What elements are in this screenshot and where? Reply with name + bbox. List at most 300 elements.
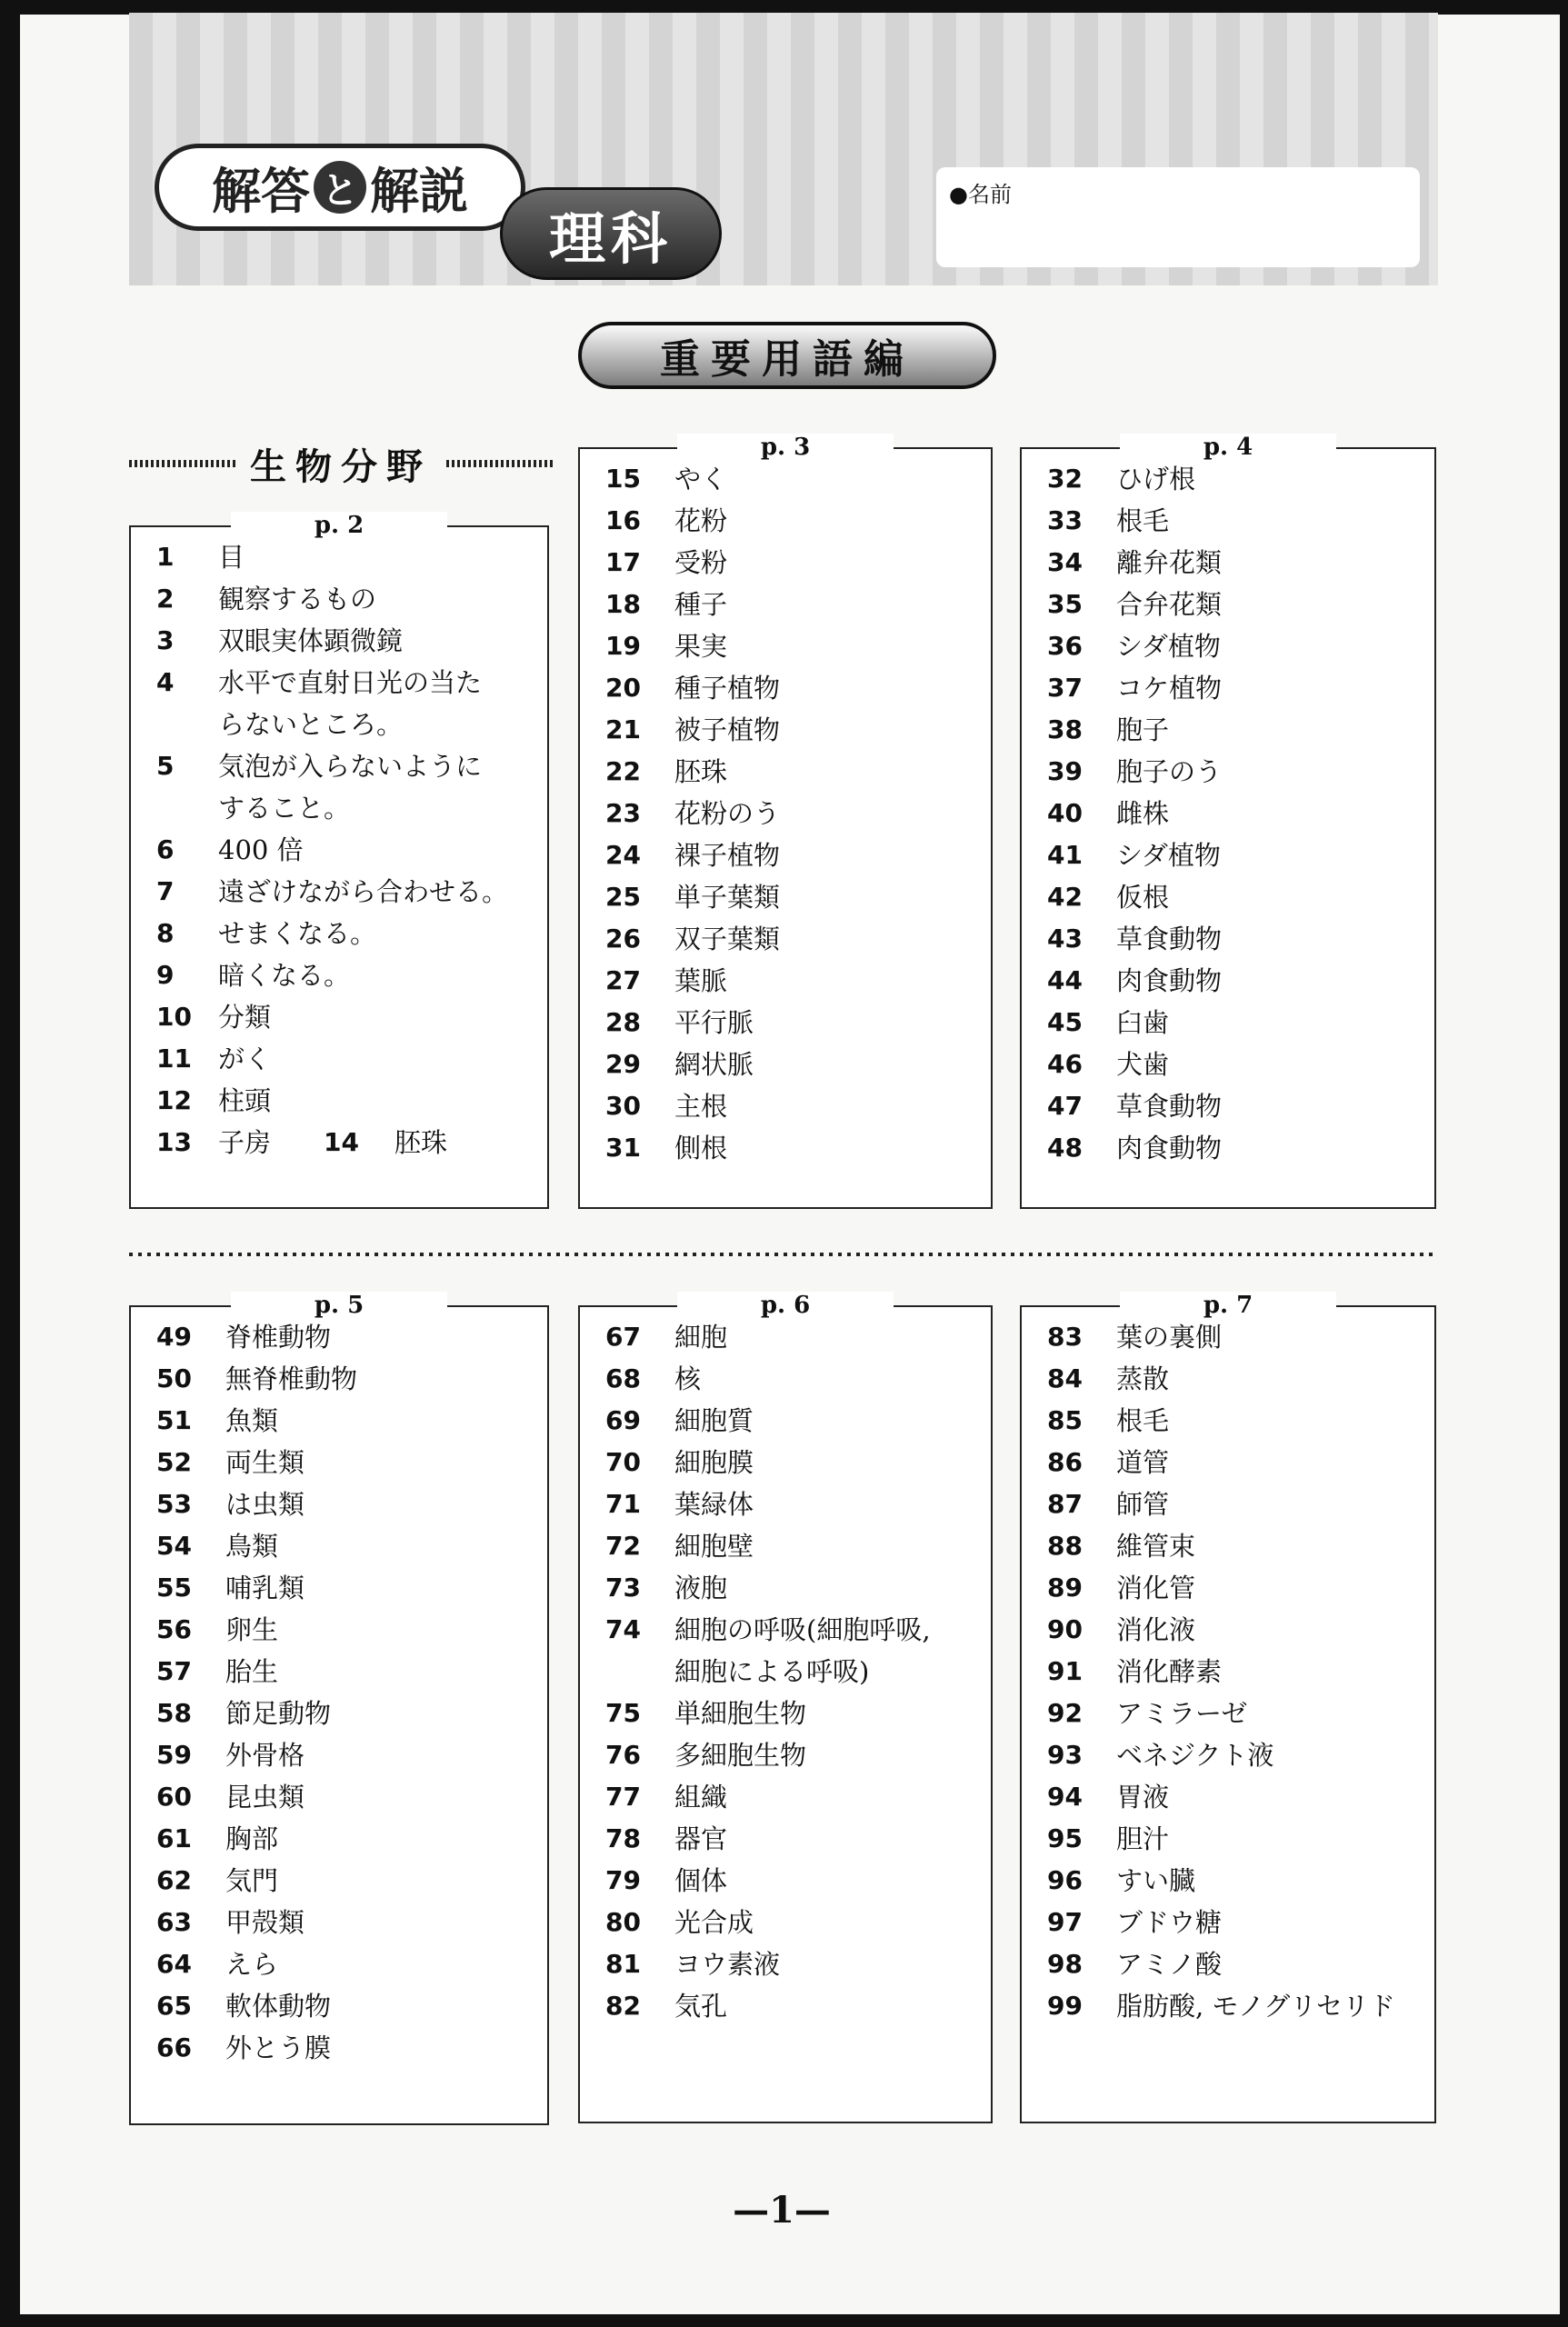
answer-text: シダ植物: [1116, 631, 1221, 662]
answer-row: [1047, 1085, 1427, 1127]
answer-row: [1047, 1442, 1427, 1483]
answer-row: [1047, 1525, 1427, 1567]
answer-text: 脂肪酸, モノグリセリド: [1116, 1991, 1395, 2022]
answer-row: [1047, 1985, 1427, 2027]
answer-number: 25: [605, 882, 641, 912]
answer-number: 95: [1047, 1823, 1083, 1853]
answer-text: 卵生: [225, 1614, 279, 1645]
answer-row: [1047, 834, 1427, 876]
answer-row: [156, 829, 540, 871]
answer-row: [1047, 1400, 1427, 1442]
answer-number: 35: [1047, 589, 1083, 619]
answer-number: 29: [605, 1049, 641, 1079]
answer-row: [156, 871, 540, 913]
answer-number: 98: [1047, 1949, 1083, 1979]
answer-row: [1047, 1734, 1427, 1776]
answer-row: [605, 1776, 984, 1818]
answer-number: 44: [1047, 965, 1083, 995]
answer-row: [605, 1085, 984, 1127]
answer-number: 42: [1047, 882, 1083, 912]
box-page-title: [1022, 1292, 1434, 1319]
answer-row: [605, 1985, 984, 2027]
answer-number: 48: [1047, 1133, 1083, 1163]
answer-text: 暗くなる。: [218, 960, 351, 991]
answer-text: 鳥類: [225, 1531, 279, 1562]
answer-row: [1047, 500, 1427, 542]
answer-number: 16: [605, 505, 641, 535]
box-page-title: [580, 434, 991, 461]
answer-row: [605, 1734, 984, 1776]
answer-number: 47: [1047, 1091, 1083, 1121]
answer-row: [156, 1442, 540, 1483]
box-page-title: [580, 1292, 991, 1319]
answer-text: 魚類: [225, 1405, 279, 1436]
answer-row: [156, 1080, 540, 1122]
answer-row: [605, 834, 984, 876]
answer-text: 外骨格: [225, 1740, 305, 1771]
answer-text: 細胞による呼吸): [674, 1656, 870, 1687]
answer-text: 雌株: [1116, 798, 1170, 829]
answer-number: 14: [324, 1127, 359, 1157]
answer-text: 組織: [674, 1782, 728, 1813]
answer-row: [1047, 1943, 1427, 1985]
answer-number: 37: [1047, 673, 1083, 703]
answer-text: 胞子のう: [1116, 756, 1223, 787]
answer-number: 26: [605, 924, 641, 954]
answer-number: 89: [1047, 1573, 1083, 1603]
answer-text: 胆汁: [1116, 1823, 1170, 1854]
page-ref: p. 4: [1194, 434, 1262, 461]
page-number: —1—: [733, 2189, 831, 2232]
answer-text: らないところ。: [218, 709, 404, 740]
answer-row: [156, 536, 540, 578]
answer-text: 両生類: [225, 1447, 305, 1478]
answer-row: [156, 1860, 540, 1902]
answer-text: 外とう膜: [225, 2032, 332, 2063]
answer-text: 水平で直射日光の当た: [218, 667, 483, 698]
answer-number: 68: [605, 1363, 641, 1393]
square-bullet-icon: [701, 438, 737, 456]
answer-text: 節足動物: [225, 1698, 332, 1729]
box-page-title: [131, 1292, 547, 1319]
answer-row: [1047, 458, 1427, 500]
answer-text: 甲殻類: [225, 1907, 305, 1938]
answer-row: [1047, 918, 1427, 960]
answer-row: [156, 2027, 540, 2069]
answer-row: [1047, 1127, 1427, 1169]
answer-text: 胃液: [1116, 1782, 1170, 1813]
answer-row: [1047, 1044, 1427, 1085]
answer-number: 7: [156, 876, 175, 906]
section-title: 重要用語編: [578, 322, 996, 389]
answer-text: 無脊椎動物: [225, 1363, 358, 1394]
answer-row: [156, 578, 540, 620]
answer-row: [605, 1609, 984, 1651]
answer-row: [605, 1943, 984, 1985]
name-label: ●名前: [949, 182, 1012, 207]
answer-number: 61: [156, 1823, 192, 1853]
answer-text: 葉脈: [674, 965, 728, 996]
answer-row: [605, 1442, 984, 1483]
answer-row: [156, 1776, 540, 1818]
answer-row: [605, 500, 984, 542]
answer-text: 裸子植物: [674, 840, 781, 871]
answer-number: 9: [156, 960, 175, 990]
answer-number: 53: [156, 1489, 192, 1519]
answer-text: 蒸散: [1116, 1363, 1170, 1394]
answer-text: 仮根: [1116, 882, 1170, 913]
section-divider: [129, 1253, 1438, 1256]
answer-row: [156, 787, 540, 829]
answer-row: [1047, 667, 1427, 709]
answer-number: 8: [156, 918, 175, 948]
answer-text: 道管: [1116, 1447, 1170, 1478]
answer-number: 20: [605, 673, 641, 703]
answer-text: 平行脈: [674, 1007, 754, 1038]
square-bullet-icon: [834, 1296, 870, 1314]
answer-text: 核: [674, 1363, 702, 1394]
answer-row: [605, 1127, 984, 1169]
answer-text: 肉食動物: [1116, 965, 1223, 996]
page-ref: p. 3: [752, 434, 819, 461]
answer-row: [605, 960, 984, 1002]
answer-row: [605, 458, 984, 500]
answer-text: 細胞壁: [674, 1531, 754, 1562]
answer-number: 63: [156, 1907, 192, 1937]
answer-row: [1047, 1818, 1427, 1860]
answer-text: 細胞膜: [674, 1447, 754, 1478]
answer-number: 94: [1047, 1782, 1083, 1812]
answer-number: 54: [156, 1531, 192, 1561]
square-bullet-icon: [255, 516, 291, 534]
answer-text: 胎生: [225, 1656, 279, 1687]
answer-row: [605, 1860, 984, 1902]
answer-row: [156, 1122, 540, 1164]
answer-number: 99: [1047, 1991, 1083, 2021]
answer-text: シダ植物: [1116, 840, 1221, 871]
box-page-label: [677, 434, 894, 461]
answer-number: 86: [1047, 1447, 1083, 1477]
answer-text: 葉の裏側: [1116, 1322, 1223, 1353]
answer-number: 21: [605, 714, 641, 744]
answer-text: すること。: [218, 793, 351, 824]
answer-text: 果実: [674, 631, 728, 662]
answer-number: 31: [605, 1133, 641, 1163]
answer-row: [1047, 709, 1427, 751]
box-page-label: [231, 512, 447, 539]
answer-text: がく: [218, 1044, 272, 1074]
answer-number: 73: [605, 1573, 641, 1603]
answer-number: 79: [605, 1865, 641, 1895]
answer-text: 400 倍: [218, 834, 304, 865]
answer-row: [605, 1693, 984, 1734]
answer-number: 84: [1047, 1363, 1083, 1393]
answer-text: 花粉: [674, 505, 728, 536]
answer-row: [156, 1902, 540, 1943]
answer-number: 83: [1047, 1322, 1083, 1352]
answer-number: 46: [1047, 1049, 1083, 1079]
answer-number: 58: [156, 1698, 192, 1728]
answer-row: [156, 1525, 540, 1567]
name-field[interactable]: [936, 167, 1420, 267]
answer-text: 昆虫類: [225, 1782, 305, 1813]
field-heading-dots-left: [129, 460, 235, 467]
answer-text: 臼歯: [1116, 1007, 1170, 1038]
answer-number: 82: [605, 1991, 641, 2021]
answer-row: [156, 913, 540, 954]
answer-text: 葉緑体: [674, 1489, 754, 1520]
answer-row: [1047, 1483, 1427, 1525]
answer-row: [1047, 876, 1427, 918]
answer-text: 軟体動物: [225, 1991, 332, 2022]
answer-text: 被子植物: [674, 714, 781, 745]
answer-row: [1047, 960, 1427, 1002]
answer-row: [605, 1818, 984, 1860]
answer-row: [605, 709, 984, 751]
answer-text: アミノ酸: [1116, 1949, 1223, 1980]
answer-number: 1: [156, 542, 175, 572]
answer-text: 細胞: [674, 1322, 728, 1353]
answer-row: [156, 745, 540, 787]
answer-text: 師管: [1116, 1489, 1170, 1520]
box-page-title: [131, 512, 547, 539]
answer-text: やく: [674, 464, 728, 494]
answer-number: 27: [605, 965, 641, 995]
answer-text: 器官: [674, 1823, 728, 1854]
answer-text: 根毛: [1116, 1405, 1170, 1436]
answer-number: 22: [605, 756, 641, 786]
answer-text: 細胞の呼吸(細胞呼吸,: [674, 1614, 931, 1645]
answer-text: 受粉: [674, 547, 728, 578]
field-heading-dots-right: [446, 460, 553, 467]
answer-number: 10: [156, 1002, 192, 1032]
answer-number: 12: [156, 1085, 192, 1115]
answer-number: 55: [156, 1573, 192, 1603]
answer-number: 76: [605, 1740, 641, 1770]
answer-text: えら: [225, 1949, 279, 1980]
answer-number: 4: [156, 667, 175, 697]
answer-row: [156, 1483, 540, 1525]
answer-number: 88: [1047, 1531, 1083, 1561]
answer-text: ベネジクト液: [1116, 1740, 1274, 1771]
answer-row: [1047, 1358, 1427, 1400]
answer-text: 維管束: [1116, 1531, 1196, 1562]
answer-row: [1047, 1567, 1427, 1609]
answer-number: 18: [605, 589, 641, 619]
answer-row: [605, 1483, 984, 1525]
answer-row: [605, 1400, 984, 1442]
answer-text: 花粉のう: [674, 798, 781, 829]
answer-text: アミラーゼ: [1116, 1698, 1248, 1729]
answer-text: 目: [218, 542, 245, 573]
answer-text: ヨウ素液: [674, 1949, 781, 1980]
answer-number: 13: [156, 1127, 192, 1157]
answer-text: 子房: [218, 1127, 272, 1158]
answer-row: [156, 996, 540, 1038]
answer-number: 45: [1047, 1007, 1083, 1037]
answer-text: 遠ざけながら合わせる。: [218, 876, 509, 907]
answer-number: 2: [156, 584, 175, 614]
answer-row: [156, 662, 540, 704]
answer-number: 80: [605, 1907, 641, 1937]
answer-row: [156, 1400, 540, 1442]
answer-text: 柱頭: [218, 1085, 272, 1116]
square-bullet-icon: [1276, 438, 1313, 456]
answer-number: 15: [605, 464, 641, 494]
answer-text: 胸部: [225, 1823, 279, 1854]
answer-text: 根毛: [1116, 505, 1170, 536]
answer-text: 消化管: [1116, 1573, 1196, 1603]
answer-number: 19: [605, 631, 641, 661]
answer-number: 51: [156, 1405, 192, 1435]
answer-text: 種子: [674, 589, 728, 620]
page-ref: p. 5: [305, 1292, 373, 1319]
answer-row: [156, 954, 540, 996]
answer-row: [1047, 1902, 1427, 1943]
answer-row: [1047, 1693, 1427, 1734]
title-left: 解答: [212, 162, 310, 220]
answer-text: 種子植物: [674, 673, 781, 704]
answer-text: 哺乳類: [225, 1573, 305, 1603]
answer-number: 92: [1047, 1698, 1083, 1728]
square-bullet-icon: [387, 1296, 424, 1314]
answer-text: すい臓: [1116, 1865, 1196, 1896]
answer-number: 65: [156, 1991, 192, 2021]
answer-number: 3: [156, 625, 175, 655]
answer-number: 75: [605, 1698, 641, 1728]
answer-row: [605, 751, 984, 793]
answer-text: 多細胞生物: [674, 1740, 807, 1771]
answer-text: 主根: [674, 1091, 728, 1122]
answer-number: 11: [156, 1044, 192, 1074]
answer-text: 離弁花類: [1116, 547, 1223, 578]
title-right: 解説: [370, 162, 468, 220]
page-ref: p. 2: [305, 512, 373, 539]
answer-text: 脊椎動物: [225, 1322, 332, 1353]
answer-text: 光合成: [674, 1907, 754, 1938]
answer-number: 30: [605, 1091, 641, 1121]
answer-row: [605, 625, 984, 667]
answer-row: [1047, 1776, 1427, 1818]
answer-number: 52: [156, 1447, 192, 1477]
answer-number: 28: [605, 1007, 641, 1037]
answer-text: 観察するもの: [218, 584, 377, 614]
box-page-title: [1022, 434, 1434, 461]
answer-text: せまくなる。: [218, 918, 377, 949]
answer-text: 消化酵素: [1116, 1656, 1223, 1687]
answer-row: [605, 1358, 984, 1400]
answer-row: [605, 876, 984, 918]
answer-number: 71: [605, 1489, 641, 1519]
answer-number: 93: [1047, 1740, 1083, 1770]
answer-row: [156, 1734, 540, 1776]
box-page-label: [231, 1292, 447, 1319]
answer-number: 78: [605, 1823, 641, 1853]
answer-text: 双子葉類: [674, 924, 781, 954]
answer-number: 91: [1047, 1656, 1083, 1686]
answer-row: [1047, 1002, 1427, 1044]
answer-text: 合弁花類: [1116, 589, 1223, 620]
answer-row: [1047, 1316, 1427, 1358]
answer-number: 90: [1047, 1614, 1083, 1644]
answer-number: 24: [605, 840, 641, 870]
answer-text: 単細胞生物: [674, 1698, 807, 1729]
answer-number: 60: [156, 1782, 192, 1812]
answer-number: 69: [605, 1405, 641, 1435]
square-bullet-icon: [834, 438, 870, 456]
answer-number: 6: [156, 834, 175, 864]
answer-text: 側根: [674, 1133, 728, 1164]
answer-number: 17: [605, 547, 641, 577]
answer-row: [156, 1818, 540, 1860]
answer-number: 50: [156, 1363, 192, 1393]
answer-number: 5: [156, 751, 175, 781]
answer-row: [1047, 1860, 1427, 1902]
box-page-label: [1120, 434, 1336, 461]
answer-text: 草食動物: [1116, 1091, 1223, 1122]
answer-text: 分類: [218, 1002, 272, 1033]
answer-text: 双眼実体顕微鏡: [218, 625, 404, 656]
answer-number: 41: [1047, 840, 1083, 870]
answer-row: [605, 542, 984, 584]
answer-number: 40: [1047, 798, 1083, 828]
answer-number: 74: [605, 1614, 641, 1644]
title-circle: と: [314, 161, 366, 214]
box-page-label: [677, 1292, 894, 1319]
answer-number: 34: [1047, 547, 1083, 577]
answer-text: 犬歯: [1116, 1049, 1170, 1080]
answer-row: [156, 1985, 540, 2027]
answer-row: [605, 1044, 984, 1085]
answer-text: 気門: [225, 1865, 279, 1896]
square-bullet-icon: [1144, 438, 1180, 456]
answer-text: 気泡が入らないように: [218, 751, 483, 782]
answer-number: 32: [1047, 464, 1083, 494]
answer-row: [156, 1358, 540, 1400]
answer-row: [156, 1316, 540, 1358]
answer-number: 67: [605, 1322, 641, 1352]
answer-row: [156, 620, 540, 662]
answer-row: [156, 1651, 540, 1693]
answer-row: [1047, 751, 1427, 793]
answer-row: [1047, 793, 1427, 834]
answer-text: 網状脈: [674, 1049, 754, 1080]
answer-explanation-title: [155, 144, 525, 231]
answer-row: [605, 918, 984, 960]
answer-number: 70: [605, 1447, 641, 1477]
answer-text: 個体: [674, 1865, 728, 1896]
answer-text: ブドウ糖: [1116, 1907, 1223, 1938]
answer-number: 72: [605, 1531, 641, 1561]
answer-row: [605, 793, 984, 834]
answer-number: 59: [156, 1740, 192, 1770]
square-bullet-icon: [701, 1296, 737, 1314]
answer-row: [605, 1567, 984, 1609]
answer-number: 66: [156, 2032, 192, 2062]
answer-text: 肉食動物: [1116, 1133, 1223, 1164]
square-bullet-icon: [255, 1296, 291, 1314]
answer-row: [1047, 1651, 1427, 1693]
answer-number: 62: [156, 1865, 192, 1895]
field-heading-text: 生物分野: [250, 445, 432, 488]
answer-text: 草食動物: [1116, 924, 1223, 954]
answer-row: [605, 1002, 984, 1044]
answer-number: 23: [605, 798, 641, 828]
answer-text: 胚珠: [394, 1127, 448, 1158]
square-bullet-icon: [1144, 1296, 1180, 1314]
answer-row: [156, 1609, 540, 1651]
answer-number: 96: [1047, 1865, 1083, 1895]
